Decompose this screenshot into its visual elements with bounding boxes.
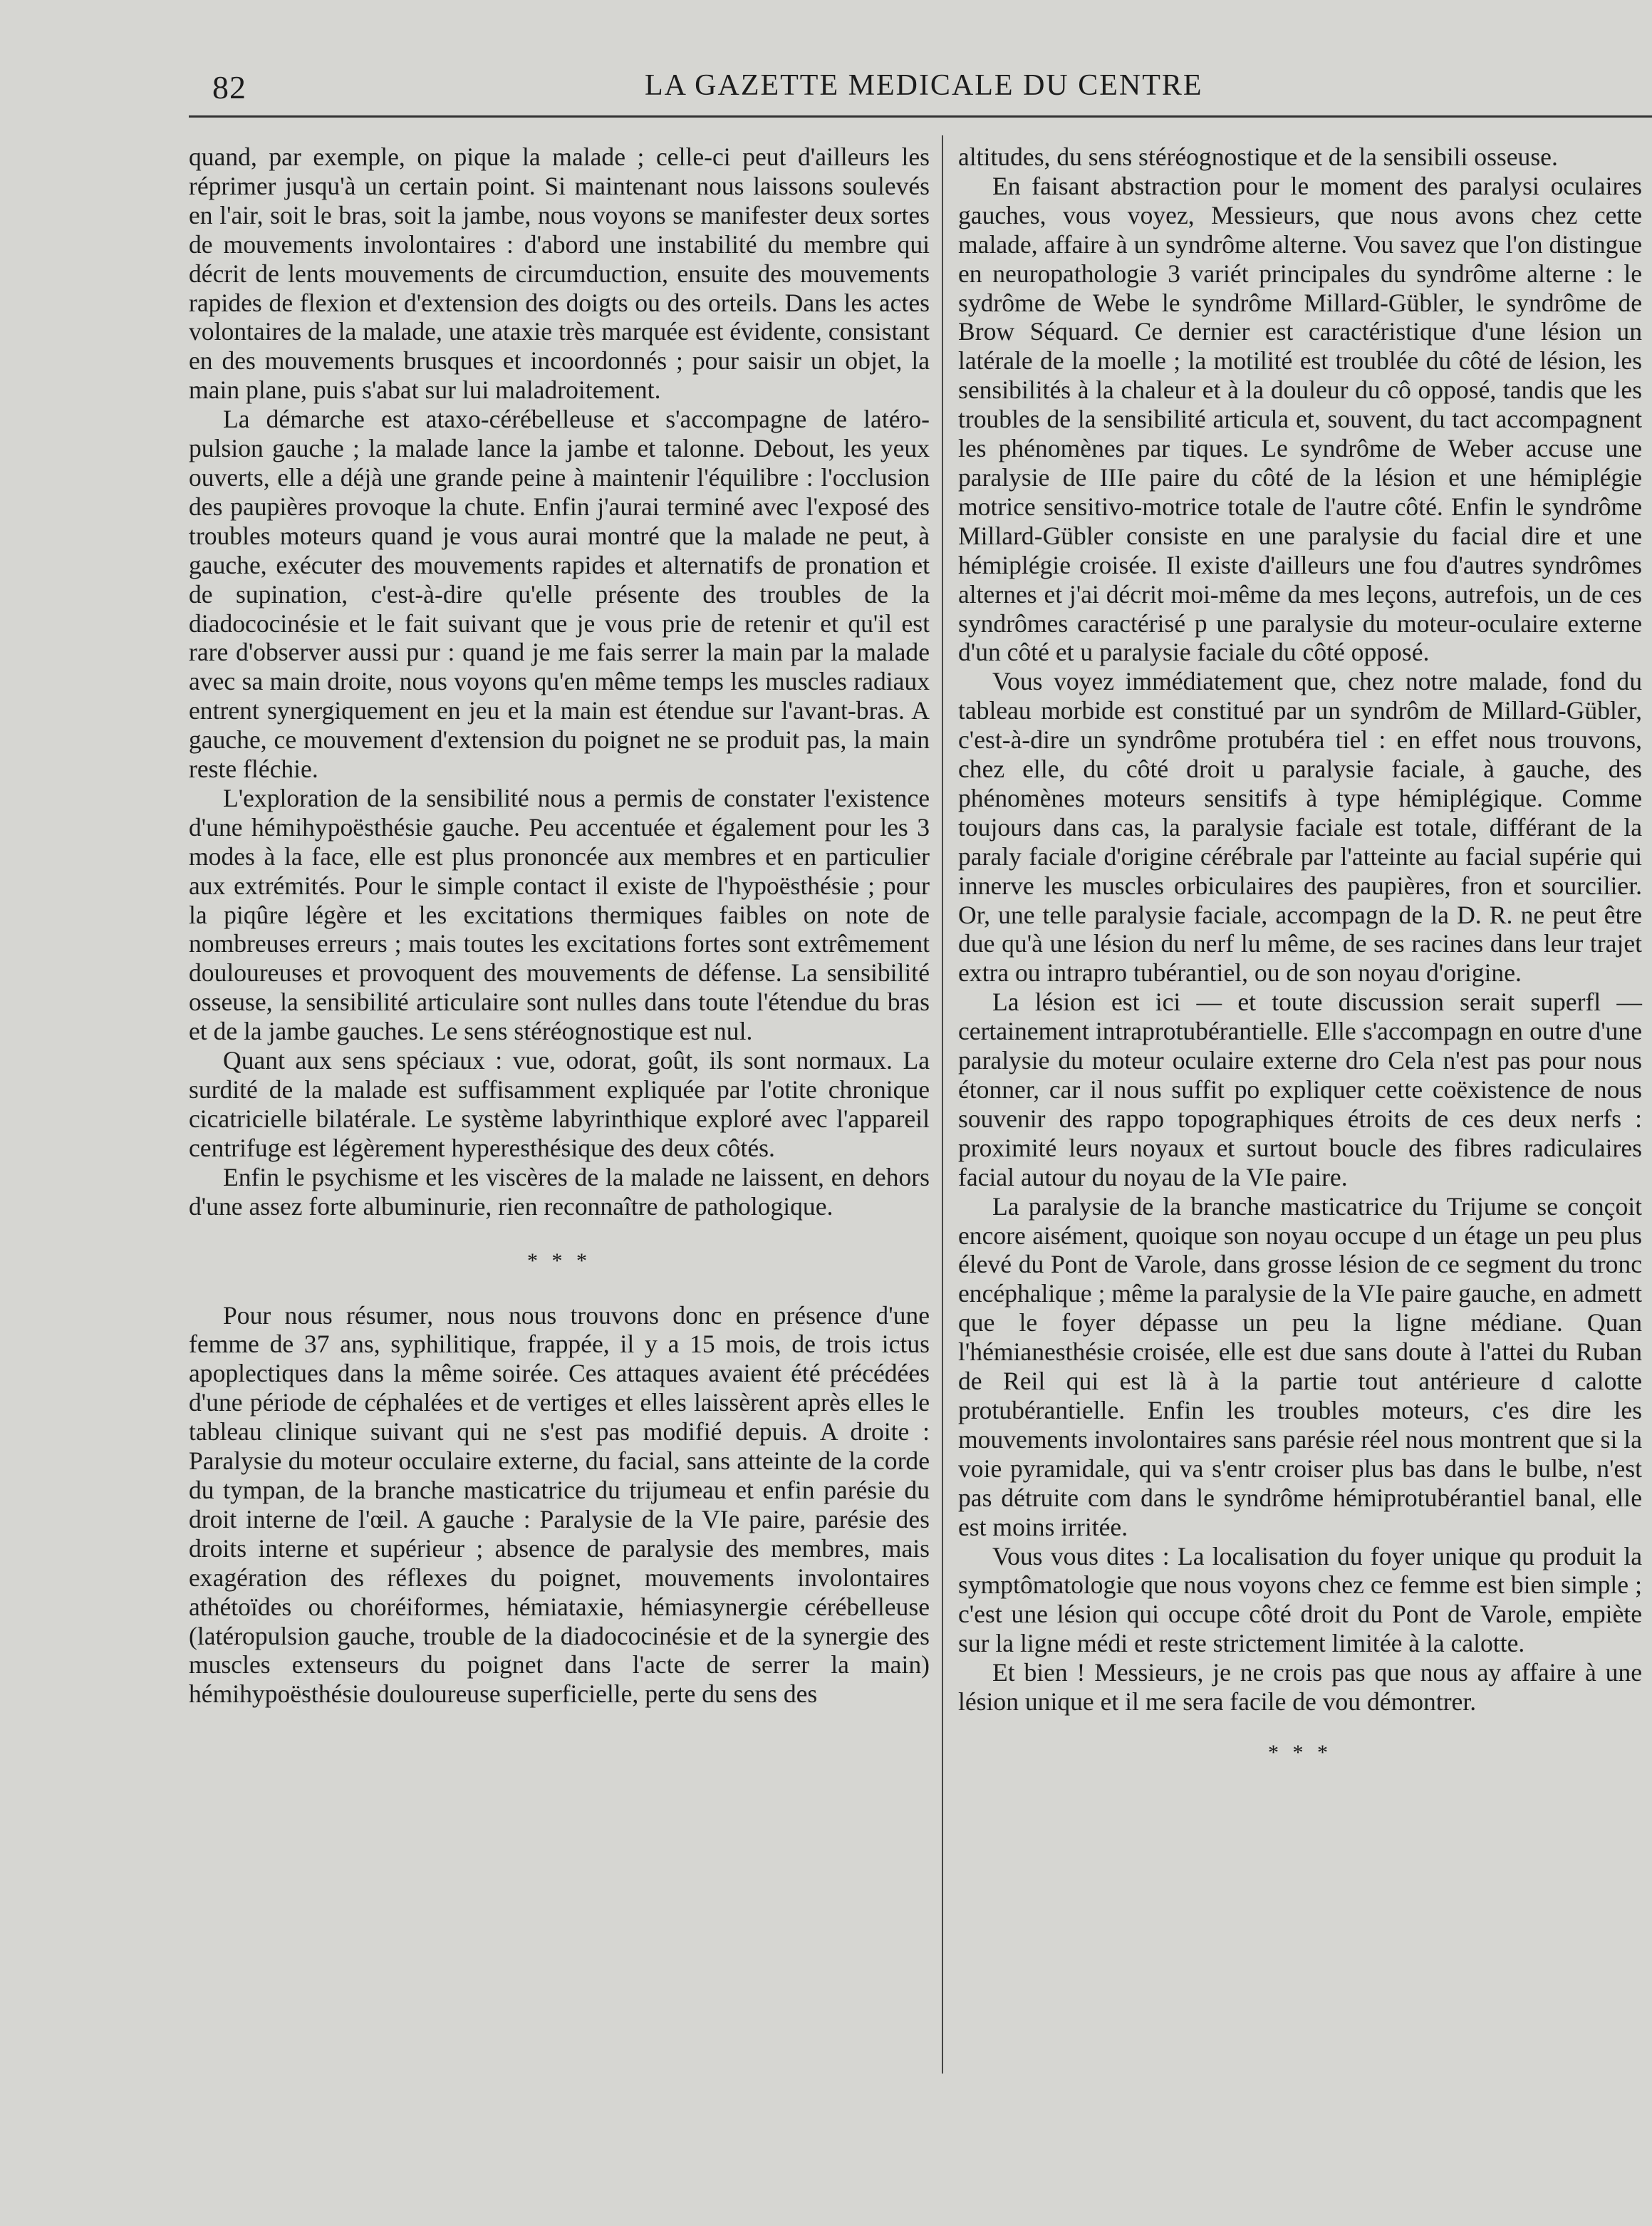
- paragraph: Vous voyez immédiatement que, chez notre malade, fond du tableau morbide est constitué par un syndrôm de Millard-Gübler, c'est-à-dire un syndrôme protubéra tiel : en effet nous trouvons, chez elle, du côté droit u paralysie faciale, à gauche, des phénomènes moteurs sensitifs à type hémiplégique. Comme toujours dans cas, la paralysie faciale est totale, différant de la paraly faciale d'origine cérébrale par l'atteinte au facial supérie qui innerve les muscles orbiculaires des paupières, fron et sourcilier. Or, une telle paralysie faciale, accompagn de la D. R. ne peut être due qu'à une lésion du nerf lu même, de ses racines dans leur trajet extra ou intrapro tubérantiel, ou de son noyau d'origine.: [958, 667, 1642, 988]
- paragraph: altitudes, du sens stéréognostique et de la sensibili osseuse.: [958, 143, 1558, 171]
- asterism: * * *: [1268, 1740, 1332, 1764]
- column-divider: [942, 135, 943, 2074]
- left-column: [189, 143, 930, 1709]
- paragraph: Enfin le psychisme et les viscères de la malade ne laissent, en dehors d'une assez forte albuminurie, rien reconnaître de pathologique.: [189, 1162, 930, 1221]
- page-number: 82: [212, 69, 246, 105]
- running-title: LA GAZETTE MEDICALE DU CENTRE: [645, 69, 1203, 102]
- paragraph: Vous vous dites : La localisation du foyer unique qu produit la symptômatologie que nous voyons chez ce femme est bien simple ; c'est une lésion qui occupe côté droit du Pont de Varole, empiète sur la ligne médi et reste strictement limitée à la calotte.: [958, 1541, 1642, 1658]
- header-rule: [189, 115, 1652, 118]
- paragraph: quand, par exemple, on pique la malade ; celle-ci peut d'ailleurs les réprimer jusqu'à un certain point. Si maintenant nous laissons soulevés en l'air, soit le bras, soit la jambe, nous voyons se manifester deux sortes de mouvements involontaires : d'abord une instabilité du membre qui décrit de lents mouvements de circumduction, ensuite des mouvements rapides de flexion et d'extension des doigts ou des orteils. Dans les actes volontaires de la malade, une ataxie très marquée est évidente, consistant en des mouvements brusques et incoordonnés ; pour saisir un objet, la main plane, puis s'abat sur lui maladroitement.: [189, 143, 930, 405]
- paragraph: La paralysie de la branche masticatrice du Trijume se conçoit encore aisément, quoique son noyau occupe d un étage un peu plus élevé du Pont de Varole, dans grosse lésion de ce segment du tronc encéphalique ; même la paralysie de la VIe paire gauche, en admett que le foyer dépasse un peu la ligne médiane. Quan l'hémianesthésie croisée, elle est due sans doute à l'attei du Ruban de Reil qui est là à la partie tout antérieure d calotte protubérantielle. Enfin les troubles moteurs, c'es dire les mouvements involontaires sans parésie réel nous montrent que si la voie pyramidale, qui va s'entr croiser plus bas dans le bulbe, n'est pas détruite com dans le syndrôme hémiprotubérantiel banal, elle est moins irritée.: [958, 1191, 1642, 1541]
- paragraph: Quant aux sens spéciaux : vue, odorat, goût, ils sont normaux. La surdité de la malade est suffisamment expliquée par l'otite chronique cicatricielle bilatérale. Le système labyrinthique exploré avec l'appareil centrifuge est légèrement hyperesthésique des deux côtés.: [189, 1046, 930, 1162]
- paragraph: La démarche est ataxo-cérébelleuse et s'accompagne de latéro-pulsion gauche ; la malade lance la jambe et talonne. Debout, les yeux ouverts, elle a déjà une grande peine à maintenir l'équilibre : l'occlusion des paupières provoque la chute. Enfin j'aurai terminé avec l'exposé des troubles moteurs quand je vous aurai montré que la malade ne peut, à gauche, exécuter des mouvements rapides et alternatifs de pronation et de supination, c'est-à-dire qu'elle présente des troubles de la diadococinésie et le fait suivant que je vous prie de retenir et qu'il est rare d'observer aussi pur : quand je me fais serrer la main par la malade avec sa main droite, nous voyons qu'en même temps les muscles radiaux entrent synergiquement en jeu et la main est étendue sur l'avant-bras. A gauche, ce mouvement d'extension du poignet ne se produit pas, la main reste fléchie.: [189, 405, 930, 784]
- paragraph: Et bien ! Messieurs, je ne crois pas que nous ay affaire à une lésion unique et il me sera facile de vou démontrer.: [958, 1658, 1642, 1717]
- paragraph: En faisant abstraction pour le moment des paralysi oculaires gauches, vous voyez, Messieurs, que nous avons chez cette malade, affaire à un syndrôme alterne. Vou savez que l'on distingue en neuropathologie 3 variét principales du syndrôme alterne : le sydrôme de Webe le syndrôme Millard-Gübler, le syndrôme de Brow Séquard. Ce dernier est caractéristique d'une lésion un latérale de la moelle ; la motilité est troublée du côté de lésion, les sensibilités à la chaleur et à la douleur du cô opposé, tandis que les troubles de la sensibilité articula et, souvent, du tact accompagnent les phénomènes par tiques. Le syndrôme de Weber accuse une paralysie de IIIe paire du côté de la lésion et une hémiplégie motrice sensitivo-motrice totale de l'autre côté. Enfin le syndrôme Millard-Gübler consiste en une paralysie du facial dire et une hémiplégie croisée. Il existe d'ailleurs une fou d'autres syndrômes alternes et j'ai décrit moi-même da mes leçons, autrefois, un de ces syndrômes caractérisé p une paralysie du moteur-oculaire externe d'un côté et u paralysie faciale du côté opposé.: [958, 171, 1642, 667]
- paragraph: La lésion est ici — et toute discussion serait superfl — certainement intraprotubérantielle. Elle s'accompagn en outre d'une paralysie du moteur oculaire externe dro Cela n'est pas pour nous étonner, car il nous suffit po expliquer cette coëxistence de nous souvenir des rappo topographiques étroits de ces deux nerfs : proximité leurs noyaux et surtout boucle des fibres radiculaires facial autour du noyau de la VIe paire.: [958, 988, 1642, 1191]
- paragraph: L'exploration de la sensibilité nous a permis de constater l'existence d'une hémihypoësthésie gauche. Peu accentuée et également pour les 3 modes à la face, elle est plus prononcée aux membres et en particulier aux extrémités. Pour le simple contact il existe de l'hypoësthésie ; pour la piqûre légère et les excitations thermiques faibles on note de nombreuses erreurs ; mais toutes les excitations fortes sont extrêmement douloureuses et provoquent des mouvements de défense. La sensibilité osseuse, la sensibilité articulaire sont nulles dans toute l'étendue du bras et de la jambe gauches. Le sens stéréognostique est nul.: [189, 783, 930, 1046]
- paragraph: Pour nous résumer, nous nous trouvons donc en présence d'une femme de 37 ans, syphilitique, frappée, il y a 15 mois, de trois ictus apoplectiques dans la même soirée. Ces attaques avaient été précédées d'une période de céphalées et de vertiges et elles laissèrent après elles le tableau clinique suivant qui ne s'est pas modifié depuis. A droite : Paralysie du moteur occulaire externe, du facial, sans atteinte de la corde du tympan, de la branche masticatrice du trijumeau et enfin parésie du droit interne de l'œil. A gauche : Paralysie de la VIe paire, parésie des droits interne et supérieur ; absence de paralysie des membres, mais exagération des réflexes du poignet, mouvements involontaires athétoïdes ou choréiformes, hémiataxie, hémiasynergie cérébelleuse (latéropulsion gauche, trouble de la diadococinésie et de la synergie des muscles extenseurs du poignet dans l'acte de serrer la main) hémihypoësthésie douloureuse superficielle, perte du sens des: [189, 1300, 930, 1709]
- asterism: * * *: [527, 1248, 591, 1273]
- right-column: [958, 143, 1642, 1789]
